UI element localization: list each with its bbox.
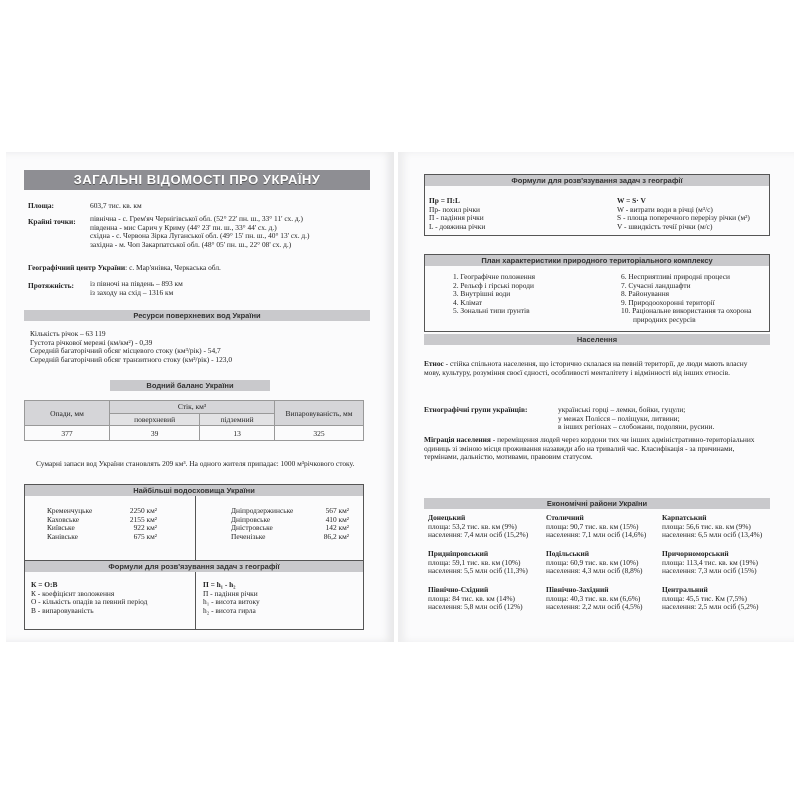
formula-head: Пр = П:L: [429, 196, 460, 205]
region-central: Центральний площа: 45,5 тис. Км (7,5%) населення: 2,5 млн осіб (5,2%): [662, 585, 759, 612]
col-precip: Опади, мм: [25, 401, 110, 426]
reservoir-row: Кременчуцьке 2250 км²: [47, 506, 157, 515]
length-label: Протяжність:: [28, 281, 74, 290]
formula-head: П = h₁ - h₂: [203, 580, 236, 589]
col-underground: підземний: [200, 413, 275, 426]
formula-head: W = S· V: [617, 196, 646, 205]
formulas-box-right: [424, 174, 770, 236]
points-label: Крайні точки:: [28, 217, 76, 226]
plan-item: природних ресурсів: [633, 314, 696, 324]
reservoirs-title: Найбільші водосховища України: [25, 485, 363, 496]
length-ns: із півночі на південь – 893 км: [90, 279, 183, 288]
region-carpathian: Карпатський площа: 56,6 тис. кв. км (9%) населення: 6,5 млн осіб (13,4%): [662, 513, 763, 540]
transit-runoff: Середній багаторічний обсяг транзитного стоку (км³/рік) - 123,0: [30, 354, 233, 364]
plan-left-list: [453, 273, 535, 316]
col-runoff: Стік, км³: [110, 401, 275, 414]
migration-text: - переміщення людей через кордони тих чи інших адміністративно-територіальних одиниць зі зміною місця проживання назавжди або на тривалий час. Класифікація - за причинами, термінами, дальністю, мотивами, правовим статусом.: [424, 435, 755, 462]
region-capital: Столичний площа: 90,7 тис. кв. км (15%) населення: 7,1 млн осіб (14,6%): [546, 513, 647, 540]
formula-head: К = О:В: [31, 580, 58, 589]
reservoirs-left: [47, 507, 157, 541]
formulas-title-left: Формули для розв'язування задач з географії: [25, 561, 363, 572]
divider: [195, 496, 196, 564]
plan-right-list: [621, 273, 751, 325]
surface-water-title: Ресурси поверхневих вод України: [24, 310, 370, 321]
reservoir-row: Дніпродзержинське 567 км²: [231, 506, 349, 515]
cell-precip: 377: [25, 426, 110, 441]
migration-term: Міграція населення: [424, 435, 491, 444]
col-evap: Випаровуваність, мм: [275, 401, 364, 426]
center-value: : с. Мар'янівка, Черкаська обл.: [125, 263, 221, 272]
discharge-formula: W = S· V W - витрати води в річці (м³/с) S - площа поперечного перерізу річки (м²) V - швидкість течії річки (м/с): [617, 196, 750, 231]
region-podillia: Подільський площа: 60,9 тис. кв. км (10%) населення: 4,3 млн осіб (8,8%): [546, 549, 643, 576]
reservoir-row: Канівське 675 км²: [47, 531, 157, 541]
migration-definition: [424, 436, 764, 462]
cell-surface: 39: [110, 426, 200, 441]
reservoir-row: Печенізьке 86,2 км²: [231, 531, 349, 541]
region-north-east: Північно-Східний площа: 84 тис. кв. км (14%) населення: 5,8 млн осіб (12%): [428, 585, 523, 612]
point-south: південна - мис Сарич у Криму (44° 23' пн. ш., 33° 44' сх. д.): [90, 222, 277, 232]
geo-center: [28, 264, 221, 273]
page-title: ЗАГАЛЬНІ ВІДОМОСТІ ПРО УКРАЇНУ: [24, 170, 370, 190]
area-value: 603,7 тис. кв. км: [90, 201, 142, 210]
points-list: [90, 215, 310, 249]
right-page: [398, 152, 794, 642]
formulas-title-right: Формули для розв'язування задач з географії: [425, 175, 769, 186]
formulas-box-left: [24, 560, 364, 630]
economic-regions-title: Економічні райони України: [424, 498, 770, 509]
moisture-formula: К = О:В К - коефіцієнт зволоження О - кількість опадів за певний період В - випаровуваність: [31, 580, 148, 615]
plan-item: 1. Географічне положення: [453, 272, 536, 281]
population-title: Населення: [424, 334, 770, 345]
river-density: Густота річкової мережі (км/км²) - 0,39: [30, 337, 153, 347]
surface-water-list: [30, 330, 232, 364]
plan-item: 2. Рельєф і гірські породи: [453, 280, 534, 290]
water-balance-title: Водний баланс України: [110, 380, 270, 391]
area-label: Площа:: [28, 201, 54, 210]
plan-item: 3. Внутрішні води: [453, 289, 511, 299]
region-north-west: Північно-Західний площа: 40,3 тис. кв. км (6,6%) населення: 2,2 млн осіб (4,5%): [546, 585, 643, 612]
point-west: західна - м. Чоп Закарпатської обл. (48° 05' пн. ш., 22° 08' сх. д.): [90, 239, 292, 249]
fall-formula: П = h₁ - h₂ П - падіння річки h₁ - висота витоку h₂ - висота гирла: [203, 580, 260, 615]
reservoir-row: Дніпровське 410 км²: [231, 514, 349, 524]
ethnos-text: - стійка спільнота населення, що історично склалася на певній території, де люди мають власну мову, культуру, розуміння своєї єдності, особливості менталітету і відмінності від інших етносів.: [424, 359, 748, 377]
plan-item: 7. Сучасні ландшафти: [621, 280, 691, 290]
ethno-groups-label: Етнографічні групи українців:: [424, 405, 528, 414]
slope-formula: Пр = П:L Пр- похил річки П - падіння річки L - довжина річки: [429, 196, 486, 231]
reservoir-row: Київське 922 км²: [47, 523, 157, 533]
left-page: [6, 152, 394, 642]
rivers-count: Кількість річок – 63 119: [30, 329, 106, 338]
plan-item: 10. Раціональне використання та охорона: [621, 306, 752, 316]
point-east: східна - с. Червона Зірка Луганської обл. (49° 15' пн. ш., 40° 13' сх. д.): [90, 231, 310, 241]
local-runoff: Середній багаторічний обсяг місцевого стоку (км³/рік) - 54,7: [30, 346, 221, 356]
reservoirs-right: [231, 507, 349, 541]
plan-item: 6. Несприятливі природні процеси: [621, 272, 730, 281]
ethnos-definition: [424, 360, 764, 377]
cell-underground: 13: [200, 426, 275, 441]
region-black-sea: Причорноморський площа: 113,4 тис. кв. км (19%) населення: 7,3 млн осіб (15%): [662, 549, 758, 576]
divider: [195, 572, 196, 630]
reservoir-row: Дністровське 142 км²: [231, 523, 349, 533]
reserves-text: Сумарні запаси вод України становлять 209 км³. На одного жителя припадає: 1000 м³річкового стоку.: [36, 459, 355, 468]
point-north: північна - с. Грем'яч Чернігівської обл. (52° 22' пн. ш., 33° 11' сх. д.): [90, 214, 303, 223]
length-values: [90, 280, 183, 297]
reservoir-row: Каховське 2155 км²: [47, 514, 157, 524]
center-label: Географічний центр України: [28, 263, 126, 272]
plan-item: 8. Районування: [621, 289, 670, 299]
plan-item: 4. Клімат: [453, 297, 483, 307]
ethnos-term: Етнос: [424, 359, 444, 368]
reservoirs-box: [24, 484, 364, 564]
region-donetsk: Донецький площа: 53,2 тис. кв. км (9%) населення: 7,4 млн осіб (15,2%): [428, 513, 529, 540]
region-dnipro: Придніпровський площа: 59,1 тис. кв. км (10%) населення: 5,5 млн осіб (11,3%): [428, 549, 528, 576]
ethno-groups-list: українські горці – лемки, бойки, гуцули; у межах Полісся – поліщуки, литвини; в інших регіонах – слобожани, подоляни, русини.: [558, 405, 715, 432]
plan-item: 5. Зональні типи ґрунтів: [453, 306, 530, 316]
col-surface: поверхневий: [110, 413, 200, 426]
plan-box: [424, 254, 770, 332]
length-we: із заходу на схід – 1316 км: [90, 287, 174, 297]
cell-evap: 325: [275, 426, 364, 441]
plan-item: 9. Природоохоронні території: [621, 297, 715, 307]
plan-title: План характеристики природного територіального комплексу: [425, 255, 769, 266]
water-balance-table: [24, 400, 364, 441]
